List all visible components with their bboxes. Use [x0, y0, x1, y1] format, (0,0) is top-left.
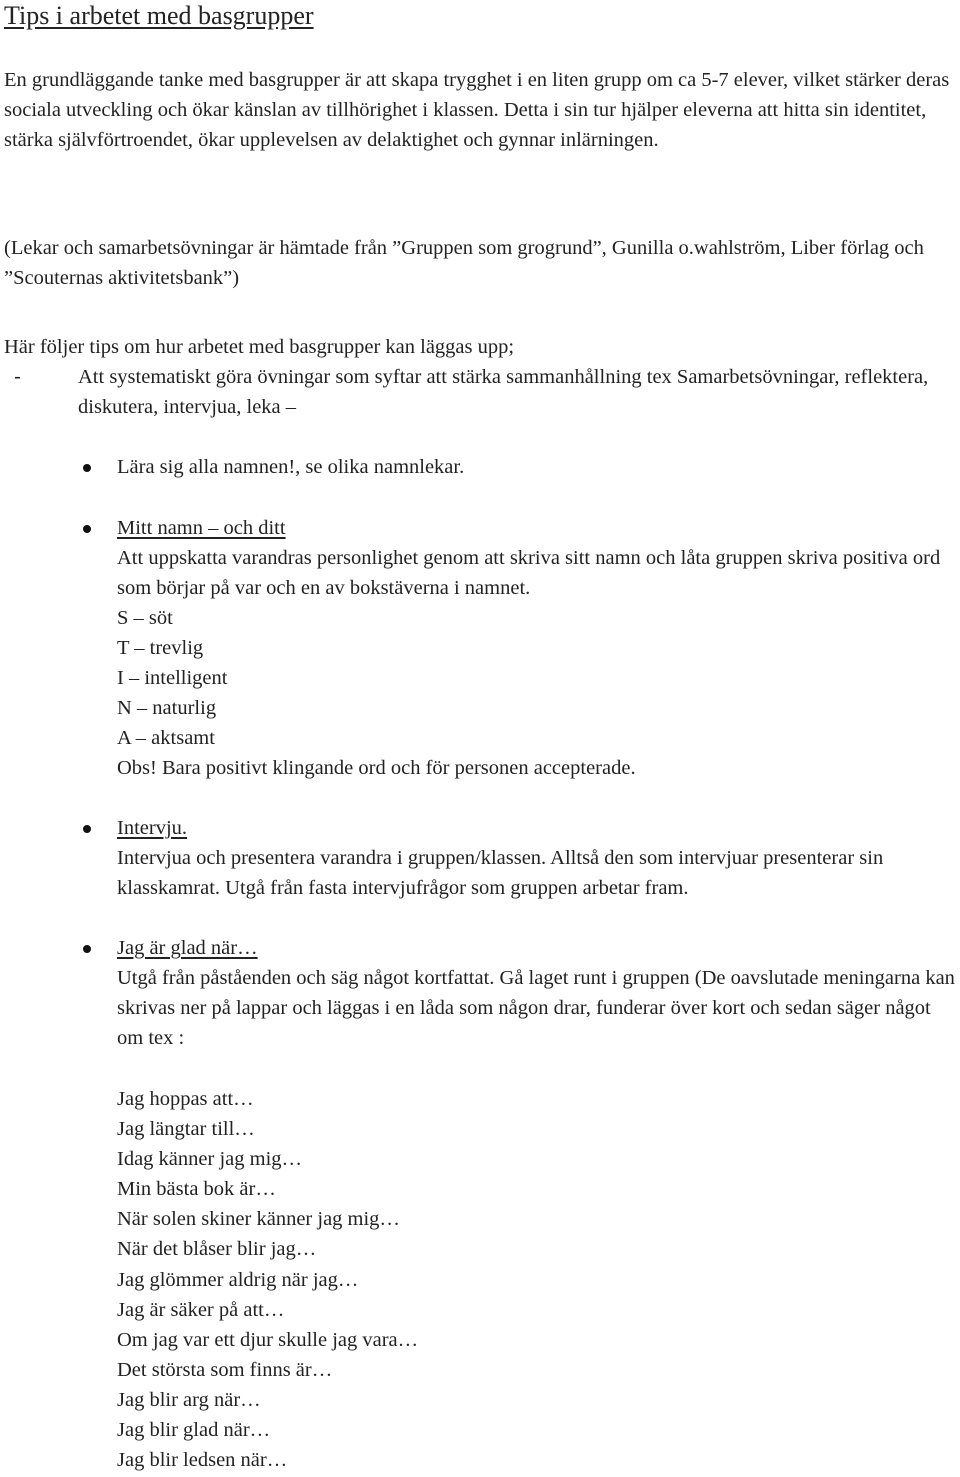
letter-line: T – trevlig: [117, 637, 204, 659]
bullet-dot-icon: [83, 825, 91, 833]
sentence-starter: När det blåser blir jag…: [117, 1238, 317, 1261]
source-note: (Lekar och samarbetsövningar är hämtade från ”Gruppen som grogrund”, Gunilla o.wahlström, Liber förlag och ”Scouternas aktivitetsbank”): [4, 237, 924, 289]
dash-item-text: Att systematiskt göra övningar som syftar att stärka sammanhållning tex Samarbetsövningar, reflektera, diskutera, intervjua, leka –: [78, 366, 929, 418]
letter-line: I – intelligent: [117, 667, 228, 689]
mitt-namn-note: Obs! Bara positivt klingande ord och för personen accepterade.: [117, 757, 636, 779]
mitt-namn-text: Att uppskatta varandras personlighet genom att skriva sitt namn och låta gruppen skriva positiva ord som börjar på var och en av bokstäverna i namnet.: [117, 547, 941, 599]
mitt-namn-heading: Mitt namn – och ditt: [117, 517, 286, 539]
intervju-heading: Intervju.: [117, 817, 188, 839]
intro-paragraph: En grundläggande tanke med basgrupper är att skapa trygghet i en liten grupp om ca 5-7 elever, vilket stärker deras sociala utveckling och ökar känslan av tillhörighet i klassen. Detta i sin tur hjälper eleverna att hitta sin identitet, stärka självförtroendet, ökar upplevelsen av delaktighet och gynnar inlärningen.: [4, 69, 950, 151]
bullet-mitt-namn: [4, 513, 960, 783]
glad-heading: Jag är glad när…: [117, 937, 258, 959]
bullet-dot-icon: [83, 945, 91, 953]
glad-text: Utgå från påståenden och säg något kortfattat. Gå laget runt i gruppen (De oavslutade meningarna kan skrivas ner på lappar och läggas i en låda som någon drar, funderar över kort och sedan säger något om tex :: [117, 967, 955, 1049]
dash-marker: -: [14, 365, 21, 388]
sentence-starter: Jag längtar till…: [117, 1118, 255, 1141]
sentence-starter: Idag känner jag mig…: [117, 1148, 303, 1171]
sentence-starter: Jag är säker på att…: [117, 1298, 285, 1321]
sentence-starter: Jag blir ledsen när…: [117, 1449, 288, 1472]
dash-list-item: [4, 362, 958, 422]
letter-line: A – aktsamt: [117, 727, 215, 749]
bullet-glad: [4, 933, 960, 1053]
sentence-starter: När solen skiner känner jag mig…: [117, 1208, 400, 1231]
letter-line: S – söt: [117, 607, 173, 629]
bullet-dot-icon: [83, 464, 91, 472]
sentence-starter: Om jag var ett djur skulle jag vara…: [117, 1328, 419, 1351]
sentence-starter: Jag glömmer aldrig när jag…: [117, 1268, 359, 1291]
sentence-starter: Jag blir arg när…: [117, 1388, 261, 1411]
sentence-starter: Min bästa bok är…: [117, 1178, 276, 1201]
bullet-names: [4, 452, 960, 482]
page-title: Tips i arbetet med basgrupper: [4, 1, 314, 30]
sentence-starter: Det största som finns är…: [117, 1358, 333, 1381]
bullet-names-text: Lära sig alla namnen!, se olika namnlekar.: [117, 456, 465, 478]
sentence-starter-list: [117, 1084, 418, 1475]
tips-intro: Här följer tips om hur arbetet med basgrupper kan läggas upp;: [4, 336, 515, 358]
intervju-text: Intervjua och presentera varandra i gruppen/klassen. Alltså den som intervjuar presenterar sin klasskamrat. Utgå från fasta intervjufrågor som gruppen arbetar fram.: [117, 847, 884, 899]
sentence-starter: Jag hoppas att…: [117, 1088, 254, 1110]
bullet-dot-icon: [83, 525, 91, 533]
letter-line: N – naturlig: [117, 697, 217, 719]
bullet-intervju: [4, 813, 960, 903]
sentence-starter: Jag blir glad när…: [117, 1419, 271, 1442]
